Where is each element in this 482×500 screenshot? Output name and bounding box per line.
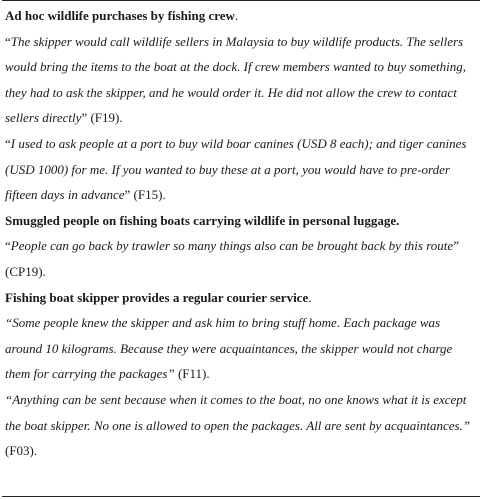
document-page	[2, 0, 480, 497]
section-heading: Smuggled people on fishing boats carrying wildlife in personal luggage.	[5, 212, 400, 228]
interview-quote: “The skipper would call wildlife sellers in Malaysia to buy wildlife products. The sellers would bring the items to the boat at the dock. If crew members wanted to buy something, they had to ask the skipper, and he would order it. He did not allow the crew to contact sellers directly” (F19).	[5, 33, 466, 126]
interview-quote: “Anything can be sent because when it comes to the boat, no one knows what it is except the boat skipper. No one is allowed to open the packages. All are sent by acquaintances.” (F03).	[5, 391, 471, 459]
quote-table	[2, 1, 480, 464]
interview-quote: “Some people knew the skipper and ask him to bring stuff home. Each package was around 10 kilograms. Because they were acquaintances, the skipper would not charge them for carrying the packages” (F11).	[5, 315, 453, 382]
interview-quote: “People can go back by trawler so many things also can be brought back by this route” (CP19).	[5, 238, 459, 279]
section-heading: Ad hoc wildlife purchases by fishing crew.	[5, 8, 239, 23]
section-heading: Fishing boat skipper provides a regular courier service.	[5, 289, 312, 305]
interview-quote: “I used to ask people at a port to buy wild boar canines (USD 8 each); and tiger canines (USD 1000) for me. If you wanted to buy these at a port, you would have to pre-order fifteen days in advance” (F15).	[5, 135, 467, 203]
